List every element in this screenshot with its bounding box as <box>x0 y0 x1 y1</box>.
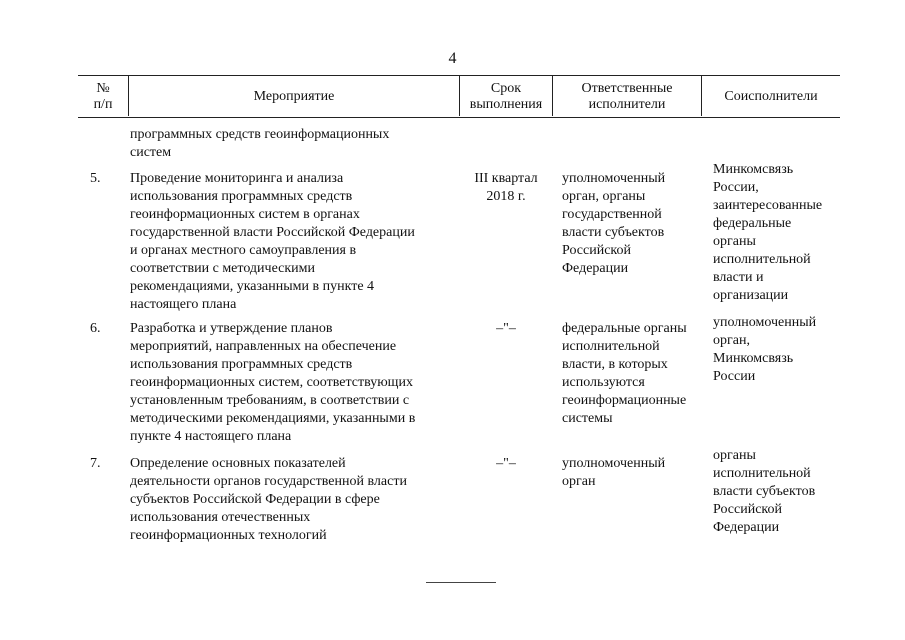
header-divider <box>552 75 553 116</box>
page-number: 4 <box>448 50 457 67</box>
header-responsible-line-1: Ответственные <box>581 80 673 96</box>
responsible-line: уполномоченный <box>562 171 666 186</box>
header-number <box>78 76 128 117</box>
activity-line: установленным требованиям, в соответствии с <box>130 393 410 408</box>
coexecutors-line: федеральные <box>713 216 792 231</box>
responsible-line: власти, в которых <box>562 357 668 372</box>
header-responsible-line-2: исполнители <box>588 96 666 112</box>
continuation-line: систем <box>130 145 172 160</box>
header-divider <box>701 75 702 116</box>
row-number: 7. <box>90 456 101 471</box>
activity-line: использования отечественных <box>130 510 311 525</box>
responsible-line: исполнительной <box>562 339 660 354</box>
responsible-line: орган, органы <box>562 189 646 204</box>
responsible-line: государственной <box>562 207 662 222</box>
coexecutors-line: Федерации <box>713 520 780 535</box>
coexecutors-line: организации <box>713 288 789 303</box>
responsible-line: федеральные органы <box>562 321 687 336</box>
row-activity <box>130 170 415 314</box>
row-deadline <box>461 170 551 206</box>
coexecutors-line: власти и <box>713 270 764 285</box>
row-coexecutors <box>713 314 816 386</box>
coexecutors-line: органы <box>713 234 756 249</box>
coexecutors-line: заинтересованные <box>713 198 823 213</box>
responsible-line: власти субъектов <box>562 225 665 240</box>
deadline-line: III квартал <box>474 171 538 186</box>
coexecutors-line: Минкомсвязь <box>713 162 794 177</box>
activity-line: геоинформационных технологий <box>130 528 327 543</box>
coexecutors-line: Минкомсвязь <box>713 351 794 366</box>
activity-line: методическими рекомендациями, указанными в <box>130 411 416 426</box>
coexecutors-line: уполномоченный <box>713 315 817 330</box>
responsible-line: Российской <box>562 243 631 258</box>
coexecutors-line: Российской <box>713 502 782 517</box>
footer-divider <box>426 582 496 583</box>
header-number-line-1: № <box>96 80 110 96</box>
activity-line: рекомендациями, указанными в пункте 4 <box>130 279 375 294</box>
header-divider <box>459 75 460 116</box>
activity-line: пункте 4 настоящего плана <box>130 429 292 444</box>
responsible-line: Федерации <box>562 261 629 276</box>
coexecutors-line: орган, <box>713 333 750 348</box>
coexecutors-line: власти субъектов <box>713 484 816 499</box>
activity-line: государственной власти Российской Федерации <box>130 225 415 240</box>
deadline-line: –"– <box>496 321 516 336</box>
activity-line: Проведение мониторинга и анализа <box>130 171 344 186</box>
coexecutors-line: исполнительной <box>713 252 811 267</box>
activity-line: геоинформационных систем в органах <box>130 207 360 222</box>
activity-line: геоинформационных систем, соответствующих <box>130 375 413 390</box>
responsible-line: используются <box>562 375 645 390</box>
deadline-line: –"– <box>496 456 516 471</box>
activity-line: и органах местного самоуправления в <box>130 243 357 258</box>
responsible-line: системы <box>562 411 613 426</box>
activity-line: Определение основных показателей <box>130 456 346 471</box>
deadline-line: 2018 г. <box>486 189 526 204</box>
row-deadline <box>461 320 551 338</box>
activity-line: использования программных средств <box>130 357 353 372</box>
header-deadline <box>460 76 552 117</box>
responsible-line: уполномоченный <box>562 456 666 471</box>
row-coexecutors <box>713 161 822 305</box>
continuation-text <box>130 126 389 162</box>
row-number: 5. <box>90 171 101 186</box>
row-responsible <box>562 320 687 428</box>
coexecutors-line: России <box>713 369 756 384</box>
row-activity <box>130 455 407 545</box>
activity-line: использования программных средств <box>130 189 353 204</box>
activity-line: настоящего плана <box>130 297 237 312</box>
header-coexecutors: Соисполнители <box>724 88 818 104</box>
coexecutors-line: органы <box>713 448 756 463</box>
responsible-line: геоинформационные <box>562 393 687 408</box>
header-activity: Мероприятие <box>253 88 335 104</box>
header-deadline-line-2: выполнения <box>469 96 543 112</box>
row-activity <box>130 320 415 446</box>
activity-line: соответствии с методическими <box>130 261 316 276</box>
activity-line: деятельности органов государственной власти <box>130 474 407 489</box>
row-coexecutors <box>713 447 815 537</box>
continuation-line: программных средств геоинформационных <box>130 127 390 142</box>
coexecutors-line: исполнительной <box>713 466 811 481</box>
row-deadline <box>461 455 551 473</box>
header-responsible <box>553 76 701 117</box>
header-number-line-2: п/п <box>93 96 113 112</box>
activity-line: Разработка и утверждение планов <box>130 321 333 336</box>
header-divider <box>128 75 129 116</box>
responsible-line: орган <box>562 474 596 489</box>
row-responsible <box>562 170 665 278</box>
row-responsible <box>562 455 665 491</box>
activity-line: мероприятий, направленных на обеспечение <box>130 339 397 354</box>
row-number: 6. <box>90 321 101 336</box>
activity-line: субъектов Российской Федерации в сфере <box>130 492 380 507</box>
header-deadline-line-1: Срок <box>490 80 522 96</box>
coexecutors-line: России, <box>713 180 759 195</box>
